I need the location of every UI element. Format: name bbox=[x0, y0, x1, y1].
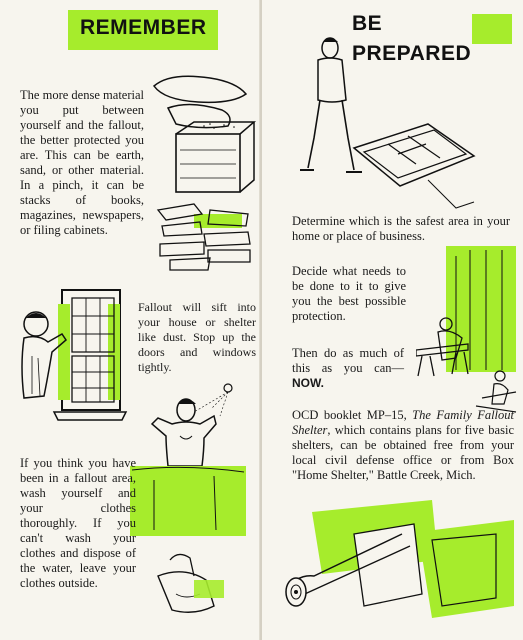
sandbag-box-illustration bbox=[150, 64, 258, 278]
ocd-booklet-paragraph bbox=[292, 408, 514, 483]
now-emphasis: NOW. bbox=[292, 376, 324, 390]
window-sealing-illustration bbox=[18, 286, 130, 436]
construction-illustration bbox=[416, 246, 520, 416]
remember-heading: REMEMBER bbox=[80, 16, 207, 39]
shelter-plans-illustration bbox=[282, 494, 518, 634]
wash-clothes-paragraph: If you think you have been in a fallout area, wash yourself and your clothes thoroughly. If you can't wash your clothes and dispose of the water, leave your clothes outside. bbox=[20, 456, 136, 590]
do-as-much-paragraph bbox=[292, 346, 404, 391]
dense-material-paragraph: The more dense material you put between yourself and the fallout, the better protected you are. This can be earth, sand, or other material. In a pinch, it can be stacks of books, magazines, newspapers, or filing cabinets. bbox=[20, 88, 144, 237]
booklet-prefix: OCD booklet MP–15, bbox=[292, 408, 413, 422]
safest-area-paragraph: Determine which is the safest area in your home or place of business. bbox=[292, 214, 510, 243]
right-page bbox=[262, 0, 523, 640]
floor-plan-illustration bbox=[278, 30, 478, 220]
prepared-heading: PREPARED bbox=[352, 42, 472, 65]
fallout-dust-paragraph: Fallout will sift into your house or shelter like dust. Stop up the doors and windows tightly. bbox=[138, 300, 256, 374]
do-as-much-text: Then do as much of this as you can— bbox=[292, 346, 404, 375]
heading-highlight-be bbox=[472, 14, 512, 44]
decide-needs-paragraph: Decide what needs to be done to it to give you the best possible protection. bbox=[292, 264, 406, 323]
be-heading: BE bbox=[352, 12, 383, 35]
booklet-suffix: , which contains plans for five basic shelters, can be obtained free from your local civil defense office or from Box "Home Shelter," Battle Creek, Mich. bbox=[292, 423, 514, 482]
washing-man-illustration bbox=[124, 380, 256, 636]
booklet-title: The Family Fallout Shelter bbox=[292, 408, 514, 437]
